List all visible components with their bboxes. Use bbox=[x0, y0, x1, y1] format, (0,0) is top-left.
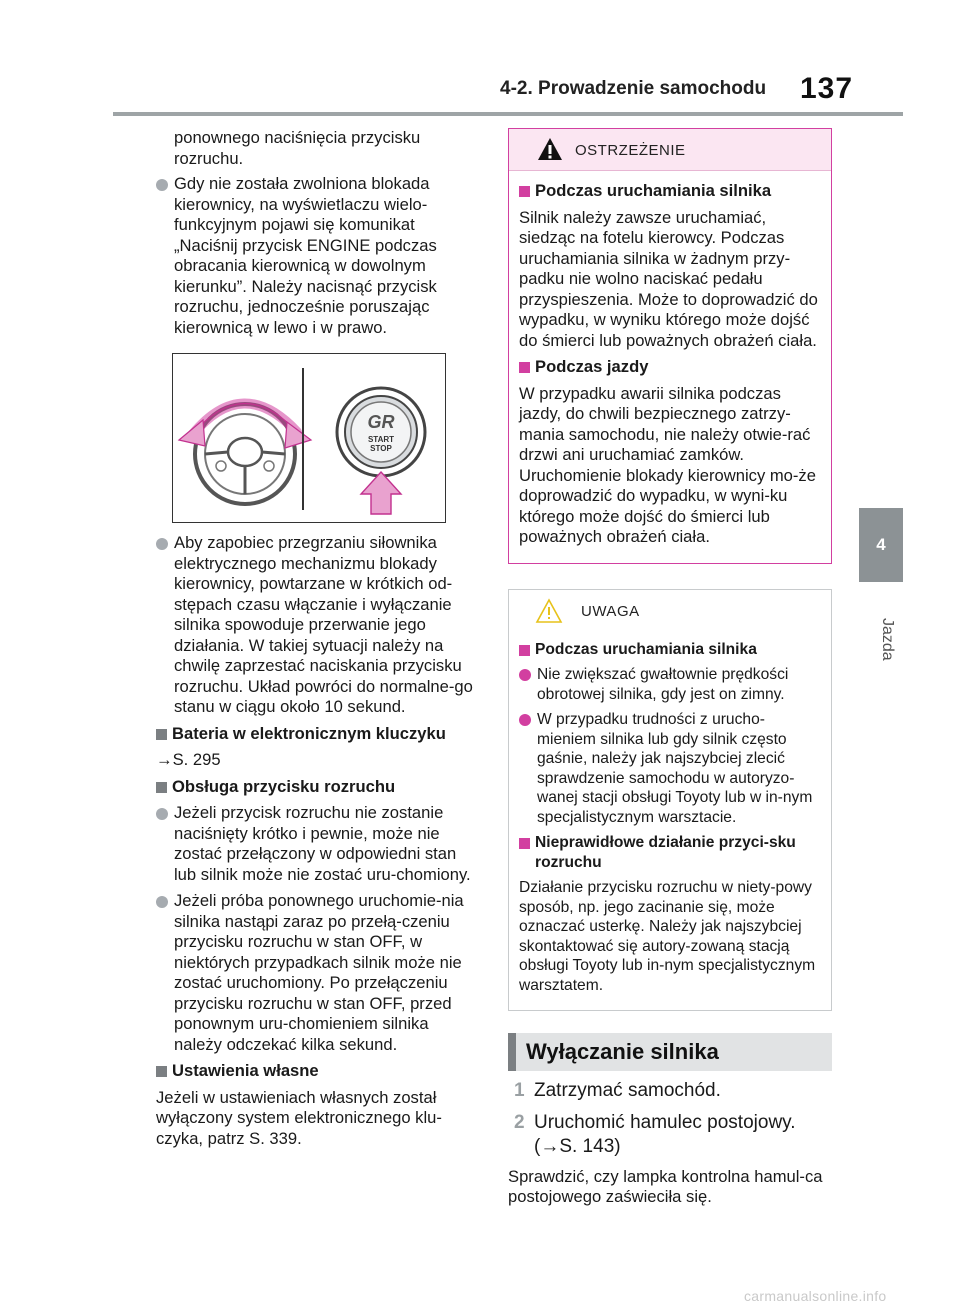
right-column bbox=[508, 128, 832, 1207]
notice-title: UWAGA bbox=[581, 602, 640, 620]
press-arrow-icon bbox=[361, 472, 401, 514]
subheading-text: Obsługa przycisku rozruchu bbox=[172, 776, 396, 796]
step-note: Sprawdzić, czy lampka kontrolna hamul-ca postojowego zaświeciła się. bbox=[508, 1167, 823, 1206]
warning-text: W przypadku awarii silnika podczas jazdy, do chwili bezpiecznego zatrzy-mania samochodu, nie należy otwie-rać drzwi ani uruchamiać zamków. Uruchomienie blokady kierownicy mo-że doprowadzić do wypadku, w wyni-ku którego może dojść do śmierci lub poważnych obrażeń ciała. bbox=[519, 383, 816, 546]
bullet-dot-icon bbox=[156, 538, 168, 550]
subheading bbox=[156, 724, 480, 745]
chapter-label: Jazda bbox=[879, 618, 896, 661]
warning-subheading bbox=[519, 181, 821, 202]
square-marker-icon bbox=[519, 362, 530, 373]
bullet-text: Jeżeli próba ponownego uruchomie-nia silnika nastąpi zaraz po przełą-czeniu przycisku rozruchu w stan OFF, w niektórych przypadkach silnik może nie zostać uruchomiony. Po przełączeniu przycisku rozruchu w stan OFF, przed ponownym uru-chomieniem silnika należy odczekać kilka sekund. bbox=[174, 891, 464, 1054]
square-marker-icon bbox=[519, 645, 530, 656]
svg-text:START: START bbox=[367, 435, 395, 444]
subheading-text: Ustawienia własne bbox=[172, 1061, 319, 1080]
step-number: 2 bbox=[514, 1112, 525, 1133]
intro-text: ponownego naciśnięcia przycisku rozruchu. bbox=[174, 128, 421, 168]
bullet-text: Nie zwiększać gwałtownie prędkości obrotowej silnika, gdy jest on zimny. bbox=[537, 666, 789, 703]
warning-subheading bbox=[519, 357, 821, 378]
bullet-text: Jeżeli przycisk rozruchu nie zostanie naciśnięty krótko i pewnie, może nie zostać przełączony w odpowiedni stan lub silnik może nie zostać uru-chomiony. bbox=[174, 803, 471, 884]
notice-text: Działanie przycisku rozruchu w niety-powy sposób, np. jego zacinanie się, może oznaczać usterkę. Należy jak najszybciej skontaktować się autory-zowaną stacją obsługi Toyoty lub in-nym specjalistycznym warsztatem. bbox=[519, 879, 816, 994]
body-text: Jeżeli w ustawieniach własnych został wyłączony system elektronicznego klu-czyka, patrz S. 339. bbox=[156, 1087, 442, 1148]
start-stop-button-icon bbox=[337, 388, 425, 476]
notice-bullet bbox=[519, 710, 821, 827]
svg-text:STOP: STOP bbox=[370, 444, 392, 453]
square-marker-icon bbox=[519, 186, 530, 197]
bullet-text: Gdy nie została zwolniona blokada kierownicy, na wyświetlaczu wielo-funkcyjnym pojawi się komunikat „Naciśnij przycisk ENGINE podczas obracania kierownicą w dowolnym kierunku”. Należy nacisnąć przycisk rozruchu, jednocześnie poruszając kierownicą w lewo i w prawo. bbox=[174, 174, 437, 337]
notice-header bbox=[509, 590, 831, 632]
subheading bbox=[156, 1061, 480, 1082]
subheading-text: Bateria w elektronicznym kluczyku bbox=[172, 723, 446, 743]
bullet-dot-icon bbox=[156, 179, 168, 191]
subheading-text: Podczas uruchamiania silnika bbox=[535, 640, 757, 658]
step-number: 1 bbox=[514, 1080, 525, 1101]
bullet-dot-icon bbox=[156, 808, 168, 820]
warning-box bbox=[508, 128, 832, 564]
square-marker-icon bbox=[156, 782, 167, 793]
step-text: Zatrzymać samochód. bbox=[534, 1080, 721, 1101]
notice-box bbox=[508, 589, 832, 1012]
chapter-tab[interactable]: 4 bbox=[859, 508, 903, 582]
bullet-item bbox=[156, 891, 480, 1055]
subheading bbox=[156, 777, 480, 798]
steering-figure bbox=[172, 353, 446, 523]
step-item bbox=[508, 1079, 832, 1103]
notice-bullet bbox=[519, 665, 821, 704]
warning-triangle-icon bbox=[537, 137, 563, 161]
step-text: Uruchomić hamulec postojowy. (→S. 143) bbox=[534, 1112, 796, 1157]
bullet-item bbox=[156, 174, 480, 338]
left-column bbox=[156, 128, 480, 1154]
bullet-dot-icon bbox=[519, 669, 531, 681]
bullet-dot-icon bbox=[156, 896, 168, 908]
notice-subheading bbox=[519, 640, 821, 660]
subheading-text: Podczas uruchamiania silnika bbox=[535, 181, 772, 200]
step-item bbox=[508, 1111, 832, 1159]
header-rule bbox=[113, 112, 903, 116]
bullet-item bbox=[156, 803, 480, 885]
bullet-item bbox=[156, 533, 480, 718]
watermark: carmanualsonline.info bbox=[744, 1288, 887, 1304]
bullet-text: W przypadku trudności z urucho-mieniem silnika lub gdy silnik często gaśnie, należy jak najszybciej zlecić sprawdzenie samochodu w autoryzo-wanej stacji obsługi Toyoty lub w in-nym specjalistycznym warsztacie. bbox=[537, 711, 813, 826]
page-reference[interactable]: →S. 295 bbox=[156, 750, 221, 769]
square-marker-icon bbox=[519, 838, 530, 849]
section-header: 4-2. Prowadzenie samochodu bbox=[500, 78, 767, 99]
section-title: Wyłączanie silnika bbox=[508, 1033, 832, 1071]
warning-text: Silnik należy zawsze uruchamiać, siedząc na fotelu kierowcy. Podczas uruchamiania silnika w żadnym przy-padku nie wolno naciskać pedału przyspieszenia. Może to doprowadzić do wypadku, w wyniku którego może dojść do śmierci lub poważnych obrażeń ciała. bbox=[519, 207, 818, 350]
square-marker-icon bbox=[156, 1066, 167, 1077]
warning-title: OSTRZEŻENIE bbox=[575, 142, 686, 159]
bullet-dot-icon bbox=[519, 714, 531, 726]
warning-header bbox=[509, 129, 831, 171]
notice-subheading bbox=[519, 833, 821, 872]
caution-triangle-icon bbox=[535, 598, 563, 624]
square-marker-icon bbox=[156, 729, 167, 740]
svg-text:GR: GR bbox=[367, 412, 395, 432]
subheading-text: Podczas jazdy bbox=[535, 357, 649, 376]
steering-start-illustration bbox=[173, 354, 445, 522]
bullet-text: Aby zapobiec przegrzaniu siłownika elektrycznego mechanizmu blokady kierownicy, powtarzane w krótkich od-stępach czasu włączanie i wyłączanie silnika spowoduje przerwanie jego działania. W takiej sytuacji należy na chwilę zaprzestać naciskania przycisku rozruchu. Układ powróci do normalne-go stanu w ciągu około 10 sekund. bbox=[174, 533, 473, 716]
subheading-text: Nieprawidłowe działanie przyci-sku rozruchu bbox=[535, 834, 796, 871]
page-number: 137 bbox=[800, 72, 854, 105]
